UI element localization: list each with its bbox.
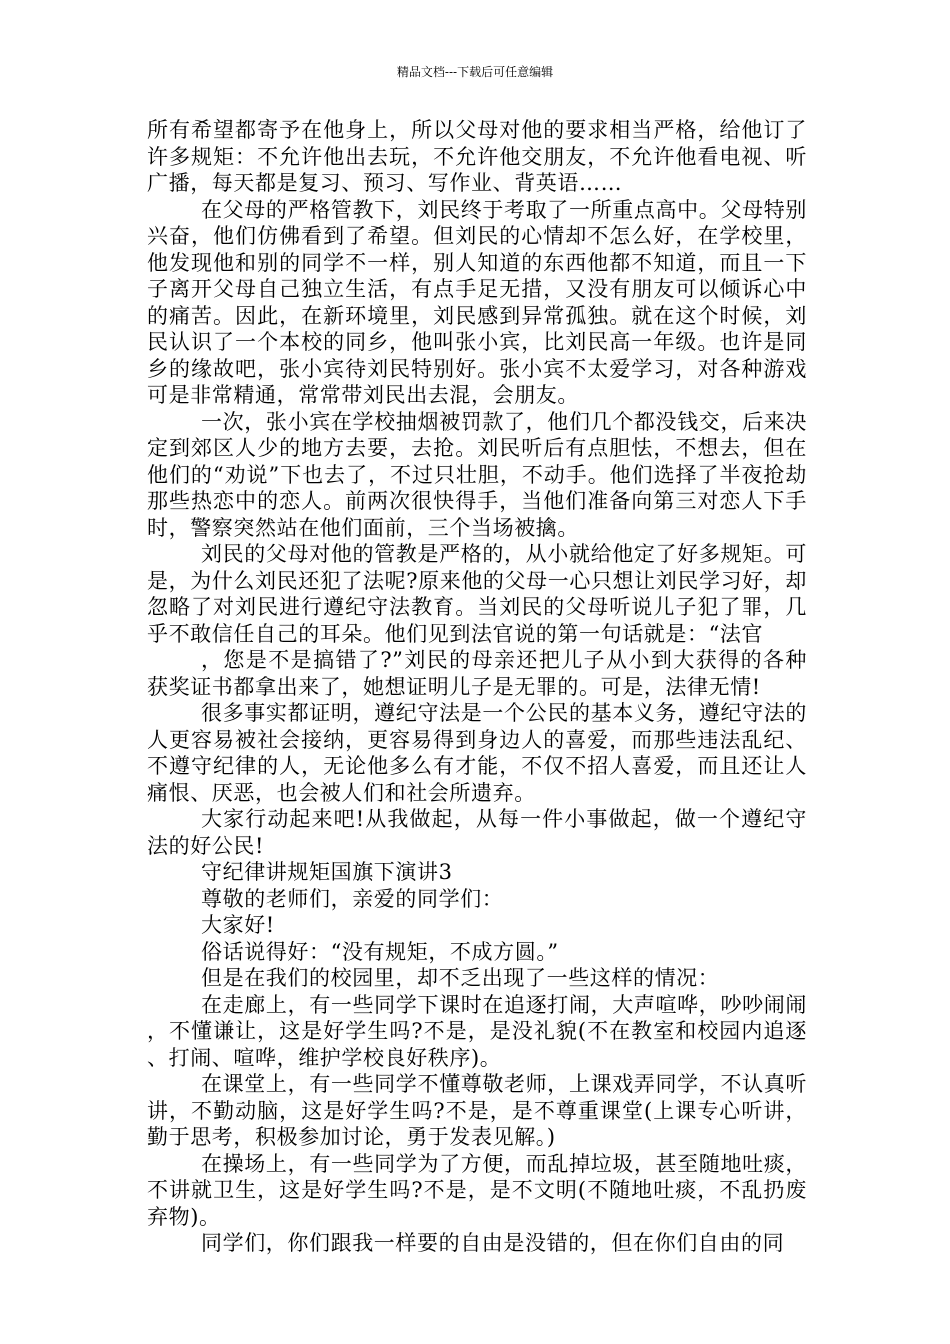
document-body — [147, 117, 807, 1257]
paragraph-6: 很多事实都证明，遵纪守法是一个公民的基本义务，遵纪守法的人更容易被社会接纳，更容易得到身边人的喜爱，而那些违法乱纪、不遵守纪律的人，无论他多么有才能，不仅不招人喜爱，而且还让人痛恨、厌恶，也会被人们和社会所遗弃。 — [147, 701, 807, 805]
hello-line: 大家好! — [201, 913, 275, 937]
paragraph-2: 在父母的严格管教下，刘民终于考取了一所重点高中。父母特别兴奋，他们仿佛看到了希望。但刘民的心情却不怎么好，在学校里，他发现他和别的同学不一样，别人知道的东西他都不知道，而且一下子离开父母自己独立生活，有点手足无措，又没有朋友可以倾诉心中的痛苦。因此，在新环境里，刘民感到异常孤独。就在这个时候，刘民认识了一个本校的同乡，他叫张小宾，比刘民高一年级。也许是同乡的缘故吧，张小宾待刘民特别好。张小宾不太爱学习，对各种游戏可是非常精通，常常带刘民出去混，会朋友。 — [147, 197, 807, 407]
proverb-line: 俗话说得好：“没有规矩，不成方圆。” — [201, 939, 559, 964]
paragraph-15: 在操场上，有一些同学为了方便，而乱掉垃圾，甚至随地吐痰，不讲就卫生，这是好学生吗?不是，是不文明(不随地吐痰，不乱扔废弃物)。 — [147, 1151, 807, 1229]
paragraph-3: 一次，张小宾在学校抽烟被罚款了，他们几个都没钱交，后来决定到郊区人少的地方去要，去抢。刘民听后有点胆怯，不想去，但在他们的“劝说”下也去了，不过只壮胆，不动手。他们选择了半夜抢劫那些热恋中的恋人。前两次很快得手，当他们准备向第三对恋人下手时，警察突然站在他们面前，三个当场被擒。 — [147, 409, 807, 540]
paragraph-13: 在走廊上，有一些同学下课时在追逐打闹，大声喧哗，吵吵闹闹，不懂谦让，这是好学生吗?不是，是没礼貌(不在教室和校园内追逐、打闹、喧哗，维护学校良好秩序)。 — [147, 992, 807, 1070]
paragraph-12: 但是在我们的校园里，却不乏出现了一些这样的情况： — [201, 966, 720, 990]
paragraph-7: 大家行动起来吧!从我做起，从每一件小事做起，做一个遵纪守法的好公民! — [147, 807, 807, 858]
paragraph-14: 在课堂上，有一些同学不懂尊敬老师，上课戏弄同学，不认真听讲，不勤动脑，这是好学生吗?不是，是不尊重课堂(上课专心听讲，勤于思考，积极参加讨论，勇于发表见解。) — [147, 1072, 807, 1149]
speech-title: 守纪律讲规矩国旗下演讲3 — [201, 860, 453, 884]
paragraph-4: 刘民的父母对他的管教是严格的，从小就给他定了好多规矩。可是，为什么刘民还犯了法呢?原来他的父母一心只想让刘民学习好，却忽略了对刘民进行遵纪守法教育。当刘民的父母听说儿子犯了罪，几乎不敢信任自己的耳朵。他们见到法官说的第一句话就是：“法官 — [147, 542, 807, 646]
paragraph-5: ，您是不是搞错了?”刘民的母亲还把儿子从小到大获得的各种获奖证书都拿出来了，她想证明儿子是无罪的。可是，法律无情! — [147, 648, 807, 699]
page-header: 精品文档---下载后可任意编辑 — [396, 65, 554, 79]
paragraph-1: 所有希望都寄予在他身上，所以父母对他的要求相当严格，给他订了许多规矩：不允许他出去玩，不允许他交朋友，不允许他看电视、听广播，每天都是复习、预习、写作业、背英语…… — [147, 118, 807, 195]
paragraph-16: 同学们，你们跟我一样要的自由是没错的，但在你们自由的同 — [201, 1231, 785, 1255]
greeting-line: 尊敬的老师们，亲爱的同学们： — [201, 886, 504, 911]
